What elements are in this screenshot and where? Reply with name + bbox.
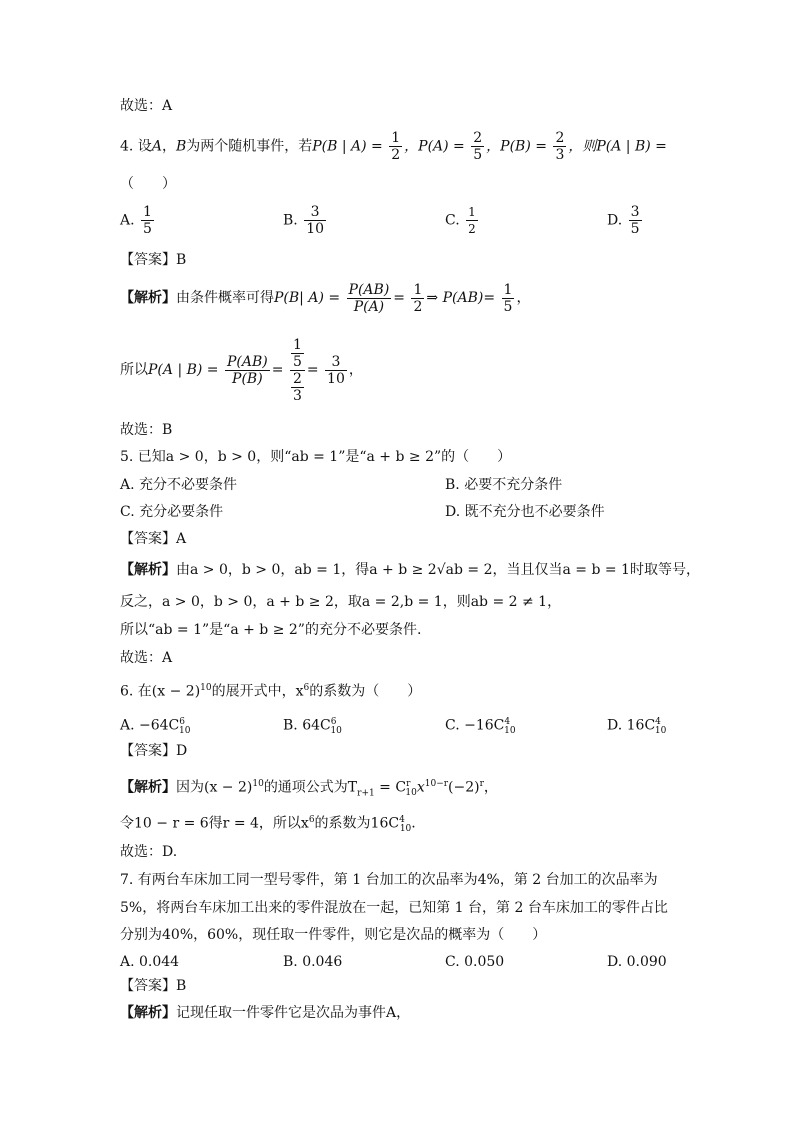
q4-paren: （ ） — [120, 176, 176, 192]
q4-option-a: A. $\frac{1}{5}$ — [120, 204, 152, 237]
q5-option-a: A. 充分不必要条件 — [120, 477, 238, 493]
q4-option-b: B. $\frac{3}{10}$ — [283, 204, 325, 237]
q5-option-c: C. 充分必要条件 — [120, 504, 224, 520]
q4-fraction-1: $\frac{1}{2}$ — [391, 130, 401, 163]
q6-option-c: C. $-16C^4_{10}$ — [445, 717, 516, 737]
q7-option-c: C. 0.050 — [445, 954, 505, 970]
q5-option-d: D. 既不充分也不必要条件 — [445, 504, 605, 520]
q7-option-b: B. 0.046 — [283, 954, 343, 970]
q5-analysis-line-2: 反之，a > 0，b > 0，a + b ≥ 2，取a = 2,b = 1，则ab = 2 ≠ 1， — [120, 594, 562, 610]
q6-answer: 【答案】D — [120, 743, 188, 759]
q4-fraction-2: $\frac{2}{5}$ — [473, 130, 483, 163]
q4-stem: 4. 设A，B为两个随机事件，若P(B | A) = $\frac{1}{2}$ ，P(A) = $\frac{2}{5}$ ，P(B) = $\frac{2}{3}$ ，则P(A | B) = — [120, 130, 667, 163]
q5-option-b: B. 必要不充分条件 — [445, 477, 563, 493]
q6-option-b: B. $64C^6_{10}$ — [283, 717, 342, 737]
q4-answer: 【答案】B — [120, 252, 187, 268]
q5-analysis-line-1: 【解析】由a > 0，b > 0，ab = 1，得a + b ≥ 2√ab = 2，当且仅当a = b = 1时取等号， — [120, 562, 700, 578]
q4-analysis-line-1: 【解析】由条件概率可得P(B| A) = $\frac{P(AB)}{P(A)}$ = $\frac{1}{2}$ ⇒ P(AB)= $\frac{1}{5}$ ， — [120, 281, 531, 315]
q4-compound-fraction: $\frac{\frac{1}{5}}{\frac{2}{3}}$ — [290, 337, 305, 404]
q3-conclusion: 故选：A — [120, 98, 173, 114]
q6-stem: 6. 在$(x - 2)^{10}$的展开式中，$x^6$的系数为（ ） — [120, 683, 422, 700]
q7-option-a: A. 0.044 — [120, 954, 180, 970]
q4-analysis-line-2: 所以P(A | B) = $\frac{P(AB)}{P(B)}$ = $\frac{\frac{1}{5}}{\frac{2}{3}}$ = $\frac{3}{10}$ ， — [120, 336, 363, 404]
q7-stem-line-2: 5%，将两台车床加工出来的零件混放在一起，已知第 1 台，第 2 台车床加工的零件占比 — [120, 900, 668, 916]
q6-option-d: D. $16C^4_{10}$ — [607, 717, 667, 737]
q4-conclusion: 故选：B — [120, 422, 173, 438]
q6-analysis-line-2: 令10 − r = 6得r = 4，所以$x^6$的系数为$16C^4_{10}$. — [120, 815, 416, 835]
q7-stem-line-3: 分别为40%，60%，现任取一件零件，则它是次品的概率为（ ） — [120, 927, 547, 943]
q6-analysis-line-1: 【解析】因为$(x - 2)^{10}$的通项公式为$T_{r+1} = C^r_{10}x^{10-r}(-2)^r$， — [120, 779, 498, 799]
q5-answer: 【答案】A — [120, 531, 187, 547]
q6-option-a: A. $-64C^6_{10}$ — [120, 717, 191, 737]
q7-analysis-line-1: 【解析】记现任取一件零件它是次品为事件A， — [120, 1005, 411, 1021]
q6-conclusion: 故选：D. — [120, 844, 178, 860]
q4-option-d: D. $\frac{3}{5}$ — [607, 204, 640, 237]
q7-stem-line-1: 7. 有两台车床加工同一型号零件，第 1 台加工的次品率为4%，第 2 台加工的次品率为 — [120, 872, 658, 888]
q7-answer: 【答案】B — [120, 978, 187, 994]
q4-option-c: C. $\frac{1}{2}$ — [445, 205, 476, 236]
q7-option-d: D. 0.090 — [607, 954, 667, 970]
q5-analysis-line-3: 所以“ab = 1”是“a + b ≥ 2”的充分不必要条件. — [120, 622, 422, 638]
q5-stem: 5. 已知a > 0，b > 0，则“ab = 1”是“a + b ≥ 2”的（ ） — [120, 449, 512, 465]
q4-fraction-3: $\frac{2}{3}$ — [555, 130, 565, 163]
q5-conclusion: 故选：A — [120, 650, 173, 666]
